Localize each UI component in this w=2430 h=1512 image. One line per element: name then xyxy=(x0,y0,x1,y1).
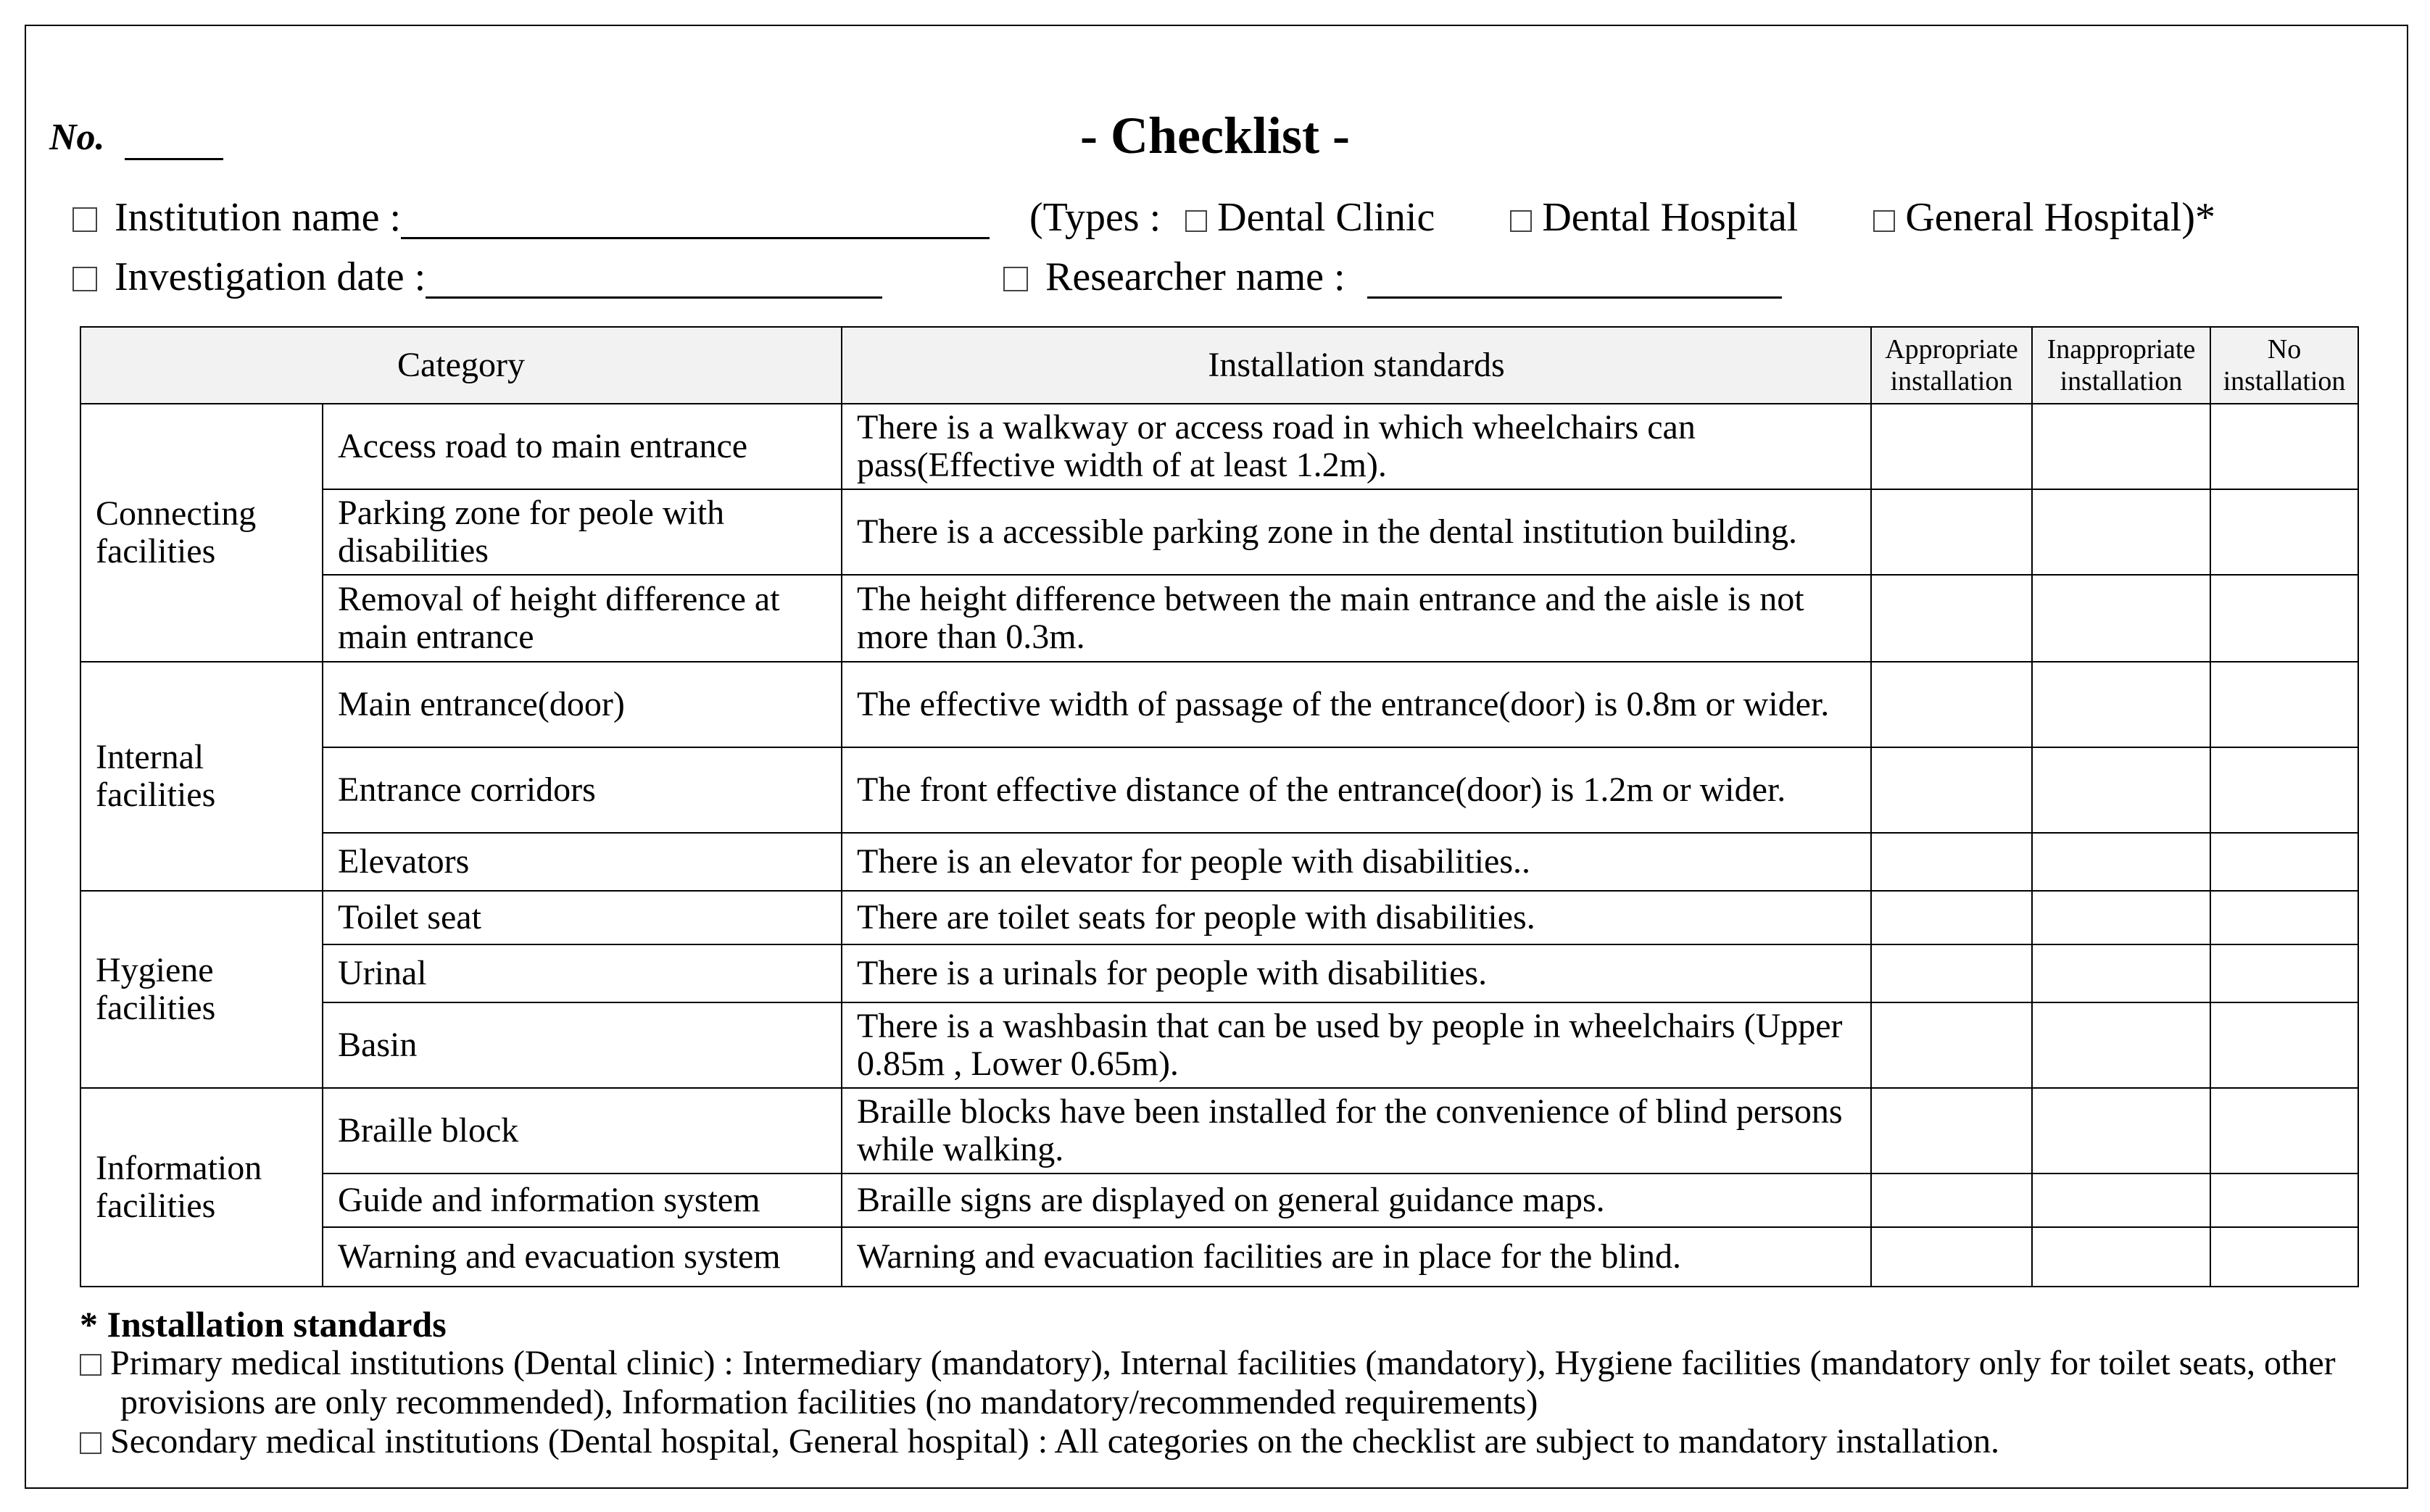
no-installation-cell[interactable] xyxy=(2210,747,2358,833)
researcher-name-field[interactable] xyxy=(1367,265,1782,299)
no-installation-cell[interactable] xyxy=(2210,1002,2358,1088)
inappropriate-cell[interactable] xyxy=(2032,404,2210,489)
item-cell: Basin xyxy=(323,1002,842,1088)
appropriate-cell[interactable] xyxy=(1871,1088,2032,1174)
table-row xyxy=(80,1227,2358,1287)
item-cell: Access road to main entrance xyxy=(323,404,842,489)
table-row xyxy=(80,404,2358,489)
standard-cell: There are toilet seats for people with disabilities. xyxy=(842,891,1871,944)
inappropriate-cell[interactable] xyxy=(2032,1227,2210,1287)
item-cell: Entrance corridors xyxy=(323,747,842,833)
table-row xyxy=(80,944,2358,1002)
standard-cell: There is a accessible parking zone in the dental institution building. xyxy=(842,489,1871,575)
no-installation-header: No installation xyxy=(2210,327,2358,404)
types-row xyxy=(1029,194,2215,241)
investigation-label: Investigation date : xyxy=(115,254,426,299)
inappropriate-cell[interactable] xyxy=(2032,833,2210,891)
table-row xyxy=(80,1088,2358,1174)
inappropriate-cell[interactable] xyxy=(2032,489,2210,575)
appropriate-cell[interactable] xyxy=(1871,944,2032,1002)
no-installation-cell[interactable] xyxy=(2210,1227,2358,1287)
number-label: No. xyxy=(49,117,105,158)
item-cell: Toilet seat xyxy=(323,891,842,944)
investigation-checkbox[interactable] xyxy=(72,267,97,291)
footnote-text: Secondary medical institutions (Dental hospital, General hospital) : All categories on the checklist are subject to mandatory installation. xyxy=(110,1422,1999,1461)
table-row xyxy=(80,833,2358,891)
table-row xyxy=(80,489,2358,575)
item-cell: Guide and information system xyxy=(323,1174,842,1227)
table-row xyxy=(80,662,2358,747)
investigation-row xyxy=(72,254,882,300)
standard-cell: There is an elevator for people with disabilities.. xyxy=(842,833,1871,891)
inappropriate-header: Inappropriate installation xyxy=(2032,327,2210,404)
table-row xyxy=(80,891,2358,944)
no-installation-cell[interactable] xyxy=(2210,1174,2358,1227)
standard-cell: There is a washbasin that can be used by people in wheelchairs (Upper 0.85m , Lower 0.65m). xyxy=(842,1002,1871,1088)
type-general-hospital: General Hospital)* xyxy=(1905,195,2215,240)
standard-cell: Braille blocks have been installed for the convenience of blind persons while walking. xyxy=(842,1088,1871,1174)
institution-name-field[interactable] xyxy=(401,205,990,239)
no-installation-cell[interactable] xyxy=(2210,891,2358,944)
table-row xyxy=(80,1174,2358,1227)
researcher-row xyxy=(1003,254,1782,300)
table-header-row xyxy=(80,327,2358,404)
standard-cell: Warning and evacuation facilities are in place for the blind. xyxy=(842,1227,1871,1287)
standard-cell: The front effective distance of the entrance(door) is 1.2m or wider. xyxy=(842,747,1871,833)
category-hygiene: Hygiene facilities xyxy=(80,891,323,1088)
page-title: - Checklist - xyxy=(1080,107,1350,165)
institution-checkbox[interactable] xyxy=(72,207,97,232)
dental-clinic-checkbox[interactable] xyxy=(1185,210,1207,232)
standard-cell: The effective width of passage of the entrance(door) is 0.8m or wider. xyxy=(842,662,1871,747)
footnote-text: Primary medical institutions (Dental clinic) : Intermediary (mandatory), Internal facilities (mandatory), Hygiene facilities (mandatory only for toilet seats, other provisions are only recommended), Information facilities (no mandatory/recommended requirements) xyxy=(110,1344,2336,1421)
researcher-label: Researcher name : xyxy=(1045,254,1345,299)
table-row xyxy=(80,747,2358,833)
inappropriate-cell[interactable] xyxy=(2032,747,2210,833)
no-installation-cell[interactable] xyxy=(2210,489,2358,575)
checkbox-icon xyxy=(80,1432,101,1454)
category-connecting: Connecting facilities xyxy=(80,404,323,662)
appropriate-cell[interactable] xyxy=(1871,1002,2032,1088)
category-information: Information facilities xyxy=(80,1088,323,1287)
inappropriate-cell[interactable] xyxy=(2032,662,2210,747)
types-label: (Types : xyxy=(1029,195,1161,240)
category-internal: Internal facilities xyxy=(80,662,323,891)
footnote-item xyxy=(80,1422,2385,1461)
item-cell: Urinal xyxy=(323,944,842,1002)
standard-cell: Braille signs are displayed on general guidance maps. xyxy=(842,1174,1871,1227)
dental-hospital-checkbox[interactable] xyxy=(1510,210,1532,232)
no-installation-cell[interactable] xyxy=(2210,575,2358,662)
inappropriate-cell[interactable] xyxy=(2032,1174,2210,1227)
checklist-table xyxy=(80,326,2359,1287)
item-cell: Elevators xyxy=(323,833,842,891)
table-row xyxy=(80,575,2358,662)
appropriate-cell[interactable] xyxy=(1871,404,2032,489)
checkbox-icon xyxy=(80,1354,101,1376)
standard-cell: There is a urinals for people with disabilities. xyxy=(842,944,1871,1002)
inappropriate-cell[interactable] xyxy=(2032,1002,2210,1088)
appropriate-cell[interactable] xyxy=(1871,1174,2032,1227)
general-hospital-checkbox[interactable] xyxy=(1873,210,1895,232)
standards-header: Installation standards xyxy=(842,327,1871,404)
appropriate-cell[interactable] xyxy=(1871,489,2032,575)
footnote-item xyxy=(80,1344,2385,1422)
inappropriate-cell[interactable] xyxy=(2032,944,2210,1002)
appropriate-cell[interactable] xyxy=(1871,575,2032,662)
no-installation-cell[interactable] xyxy=(2210,404,2358,489)
no-installation-cell[interactable] xyxy=(2210,662,2358,747)
standard-cell: The height difference between the main entrance and the aisle is not more than 0.3m. xyxy=(842,575,1871,662)
appropriate-cell[interactable] xyxy=(1871,747,2032,833)
item-cell: Braille block xyxy=(323,1088,842,1174)
inappropriate-cell[interactable] xyxy=(2032,575,2210,662)
appropriate-cell[interactable] xyxy=(1871,833,2032,891)
institution-row xyxy=(72,194,990,241)
footnotes xyxy=(80,1305,2385,1461)
type-dental-hospital: Dental Hospital xyxy=(1542,195,1799,240)
item-cell: Parking zone for peole with disabilities xyxy=(323,489,842,575)
item-cell: Main entrance(door) xyxy=(323,662,842,747)
item-cell: Warning and evacuation system xyxy=(323,1227,842,1287)
no-installation-cell[interactable] xyxy=(2210,1088,2358,1174)
no-installation-cell[interactable] xyxy=(2210,944,2358,1002)
researcher-checkbox[interactable] xyxy=(1003,267,1028,291)
appropriate-cell[interactable] xyxy=(1871,1227,2032,1287)
no-installation-cell[interactable] xyxy=(2210,833,2358,891)
inappropriate-cell[interactable] xyxy=(2032,1088,2210,1174)
investigation-date-field[interactable] xyxy=(426,265,882,299)
type-dental-clinic: Dental Clinic xyxy=(1217,195,1435,240)
item-cell: Removal of height difference at main entrance xyxy=(323,575,842,662)
appropriate-header: Appropriate installation xyxy=(1871,327,2032,404)
inappropriate-cell[interactable] xyxy=(2032,891,2210,944)
appropriate-cell[interactable] xyxy=(1871,891,2032,944)
appropriate-cell[interactable] xyxy=(1871,662,2032,747)
category-header: Category xyxy=(80,327,842,404)
table-row xyxy=(80,1002,2358,1088)
standard-cell: There is a walkway or access road in which wheelchairs can pass(Effective width of at least 1.2m). xyxy=(842,404,1871,489)
institution-label: Institution name : xyxy=(115,195,402,240)
footnote-heading: * Installation standards xyxy=(80,1304,447,1345)
